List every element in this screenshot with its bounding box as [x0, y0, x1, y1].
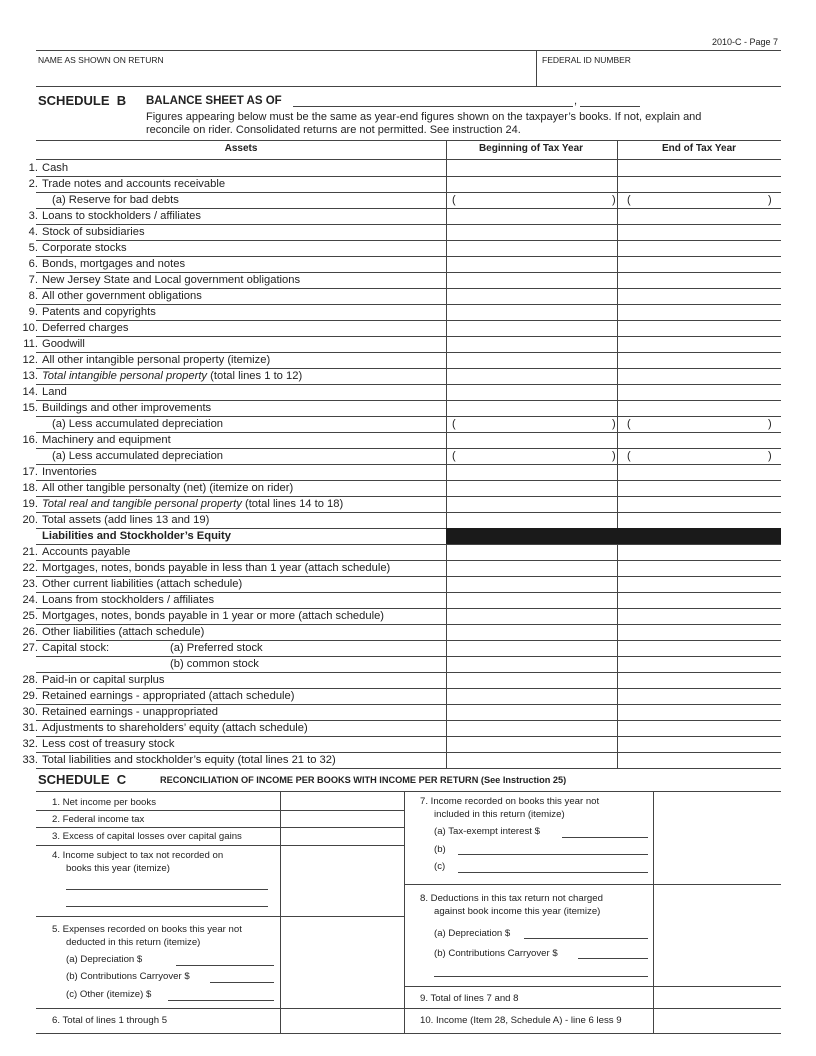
amount-field-begin[interactable] — [448, 433, 615, 447]
row-text: Less cost of treasury stock — [42, 738, 175, 750]
c-left-rule-3 — [36, 845, 404, 846]
c-line-10: 10. Income (Item 28, Schedule A) - line 6 less 9 — [420, 1015, 622, 1026]
c-line-7-c: (c) — [434, 861, 446, 872]
row-rule — [36, 768, 781, 769]
row-label — [16, 529, 231, 543]
c-line-5-other: (c) Other (itemize) $ — [66, 989, 152, 1000]
row-label — [16, 305, 156, 319]
row-text: Stock of subsidiaries — [42, 226, 145, 238]
row-label — [16, 753, 336, 767]
row-label — [16, 385, 67, 399]
amount-field-begin[interactable] — [448, 465, 615, 479]
c-line-4-field-1[interactable] — [66, 889, 268, 890]
amount-field-end[interactable] — [619, 673, 779, 687]
amount-field-begin[interactable] — [448, 273, 615, 287]
row-number: 33. — [22, 754, 38, 766]
amount-field-end[interactable] — [619, 385, 779, 399]
row-label — [16, 673, 165, 687]
amount-field-end[interactable] — [619, 577, 779, 591]
balance-date-field[interactable] — [293, 106, 573, 107]
amount-field-end[interactable] — [619, 513, 779, 527]
col-assets: Assets — [224, 143, 258, 154]
row-label — [16, 449, 223, 463]
amount-field-begin[interactable] — [448, 449, 615, 463]
row-text: Buildings and other improvements — [42, 402, 212, 414]
c-line-8-contrib: (b) Contributions Carryover $ — [434, 948, 558, 959]
row-text: (a) Less accumulated depreciation — [52, 418, 224, 430]
row-text: Goodwill — [42, 338, 85, 350]
row-label — [16, 625, 204, 639]
row-text: All other government obligations — [42, 290, 202, 302]
row-label — [16, 161, 68, 175]
amount-field-begin[interactable] — [448, 209, 615, 223]
amount-field-begin[interactable] — [448, 321, 615, 335]
row-text: Total assets (add lines 13 and 19) — [42, 514, 210, 526]
row-number: 14. — [22, 386, 38, 398]
c-line-5-dep: (a) Depreciation $ — [66, 954, 143, 965]
schedule-c-title: SCHEDULE C — [38, 772, 127, 787]
row-number: 26. — [22, 626, 38, 638]
amount-field-end[interactable] — [619, 401, 779, 415]
amount-field-begin[interactable] — [448, 673, 615, 687]
paren-open: ( — [452, 418, 456, 430]
amount-field-begin[interactable] — [448, 545, 615, 559]
amount-field-begin[interactable] — [448, 481, 615, 495]
row-label — [16, 257, 185, 271]
row-label — [16, 593, 214, 607]
row-text: Mortgages, notes, bonds payable in less than 1 year (attach schedule) — [42, 562, 391, 574]
row-number: 20. — [22, 514, 38, 526]
c-bottom-rule — [36, 1033, 781, 1034]
header-row-rule — [36, 159, 781, 160]
name-field[interactable] — [38, 66, 532, 84]
c-line-8-dep: (a) Depreciation $ — [434, 928, 511, 939]
row-number: 21. — [22, 546, 38, 558]
amount-field-begin[interactable] — [448, 657, 615, 671]
paren-close: ) — [612, 450, 616, 462]
row-number: 16. — [22, 434, 38, 446]
c-line-7-b-field[interactable] — [458, 854, 648, 855]
amount-field-begin[interactable] — [448, 593, 615, 607]
name-label: NAME AS SHOWN ON RETURN — [38, 55, 164, 65]
row-label — [16, 177, 225, 191]
row-label — [16, 497, 343, 511]
row-text: Patents and copyrights — [42, 306, 156, 318]
row-text: Mortgages, notes, bonds payable in 1 year or more (attach schedule) — [42, 610, 385, 622]
c-line-5-contrib: (b) Contributions Carryover $ — [66, 971, 190, 982]
c-line-4b: books this year (itemize) — [66, 863, 170, 874]
schedule-b-subtitle: BALANCE SHEET AS OF — [146, 95, 282, 107]
amount-field-begin[interactable] — [448, 337, 615, 351]
row-number: 15. — [22, 402, 38, 414]
row-number: 27. — [22, 642, 38, 654]
row-label — [16, 545, 130, 559]
sched-c-center-div — [404, 791, 405, 1033]
row-text: (a) Reserve for bad debts — [52, 194, 179, 206]
row-label — [16, 721, 308, 735]
row-text: Capital stock: — [42, 642, 110, 654]
row-number: 19. — [22, 498, 38, 510]
amount-field-end[interactable] — [619, 449, 779, 463]
row-number: 8. — [28, 290, 38, 302]
amount-field-end[interactable] — [619, 753, 779, 767]
c-right-rule-2 — [404, 986, 781, 987]
amount-field-end[interactable] — [619, 481, 779, 495]
amount-field-end[interactable] — [619, 161, 779, 175]
c-left-rule-1 — [36, 810, 404, 811]
row-number: 4. — [28, 226, 38, 238]
row-text: Liabilities and Stockholder’s Equity — [42, 530, 231, 542]
paren-open: ( — [627, 450, 631, 462]
amount-field-end[interactable] — [619, 465, 779, 479]
c-left-rule-5 — [36, 1008, 404, 1009]
c-line-8b: against book income this year (itemize) — [434, 906, 601, 917]
sched-c-top-rule — [36, 791, 781, 792]
schedule-b-title: SCHEDULE B — [38, 93, 127, 108]
amount-field-begin[interactable] — [448, 577, 615, 591]
amount-field-begin[interactable] — [448, 513, 615, 527]
row-number: 9. — [28, 306, 38, 318]
paren-close: ) — [612, 418, 616, 430]
row-label — [16, 321, 128, 335]
col-begin: Beginning of Tax Year — [478, 143, 584, 154]
amount-field-end[interactable] — [619, 193, 779, 207]
row-label — [16, 481, 293, 495]
row-text: (a) Less accumulated depreciation — [52, 450, 224, 462]
row-text: Paid-in or capital surplus — [42, 674, 165, 686]
c-line-5-contrib-field[interactable] — [210, 982, 274, 983]
row-label — [16, 289, 202, 303]
row-text: Cash — [42, 162, 69, 174]
row-text: Retained earnings - appropriated (attach schedule) — [42, 690, 295, 702]
amount-field-begin[interactable] — [448, 225, 615, 239]
header-divider — [536, 50, 537, 86]
c-line-9: 9. Total of lines 7 and 8 — [420, 993, 519, 1004]
amount-field-begin[interactable] — [448, 401, 615, 415]
amount-field-end[interactable] — [619, 417, 779, 431]
row-text: New Jersey State and Local government obligations — [42, 274, 301, 286]
row-label — [16, 513, 209, 527]
row-label — [16, 401, 211, 415]
row-label — [16, 241, 127, 255]
row-label — [16, 369, 302, 383]
row-number: 13. — [22, 370, 38, 382]
amount-field-begin[interactable] — [448, 305, 615, 319]
schedule-b-note-2: reconcile on rider. Consolidated returns are not permitted. See instruction 24. — [146, 124, 521, 136]
row-text: Other current liabilities (attach schedule) — [42, 578, 243, 590]
header-bottom-rule — [36, 86, 781, 87]
amount-field-begin[interactable] — [448, 193, 615, 207]
row-number: 28. — [22, 674, 38, 686]
amount-field-begin[interactable] — [448, 753, 615, 767]
amount-field-begin[interactable] — [448, 737, 615, 751]
amount-field-end[interactable] — [619, 433, 779, 447]
row-text: (total lines 1 to 12) — [207, 370, 303, 382]
row-label — [16, 577, 242, 591]
row-number: 3. — [28, 210, 38, 222]
row-subtext: (a) Preferred stock — [170, 642, 263, 654]
amount-field-begin[interactable] — [448, 385, 615, 399]
row-label — [16, 641, 263, 655]
row-number: 31. — [22, 722, 38, 734]
row-number: 7. — [28, 274, 38, 286]
schedule-b-note-1: Figures appearing below must be the same as year-end figures shown on the taxpayer’s books. If not, explain and — [146, 111, 702, 123]
amount-field-end[interactable] — [619, 369, 779, 383]
row-number: 12. — [22, 354, 38, 366]
amount-field-begin[interactable] — [448, 289, 615, 303]
balance-date-comma: , — [574, 95, 578, 107]
row-label — [16, 689, 295, 703]
liabilities-shaded-cell — [446, 528, 781, 544]
amount-field-begin[interactable] — [448, 161, 615, 175]
row-text: Accounts payable — [42, 546, 131, 558]
amount-field-end[interactable] — [619, 593, 779, 607]
row-text: Land — [42, 386, 67, 398]
row-label — [16, 465, 97, 479]
c-line-8-dep-field[interactable] — [524, 938, 648, 939]
paren-open: ( — [627, 418, 631, 430]
amount-field-begin[interactable] — [448, 689, 615, 703]
fedid-label: FEDERAL ID NUMBER — [542, 55, 631, 65]
amount-field-end[interactable] — [619, 209, 779, 223]
c-line-7-b: (b) — [434, 844, 446, 855]
c-line-1: 1. Net income per books — [52, 797, 156, 808]
row-text: Loans from stockholders / affiliates — [42, 594, 215, 606]
row-number: 25. — [22, 610, 38, 622]
row-number: 23. — [22, 578, 38, 590]
amount-field-end[interactable] — [619, 177, 779, 191]
c-line-7-c-field[interactable] — [458, 872, 648, 873]
amount-field-end[interactable] — [619, 353, 779, 367]
row-number: 11. — [23, 338, 38, 350]
row-text: Inventories — [42, 466, 97, 478]
row-text: (total lines 14 to 18) — [241, 498, 344, 510]
amount-field-begin[interactable] — [448, 561, 615, 575]
table-top-rule — [36, 140, 781, 141]
c-left-rule-2 — [36, 827, 404, 828]
c-line-2: 2. Federal income tax — [52, 814, 145, 825]
amount-field-end[interactable] — [619, 657, 779, 671]
row-label — [16, 337, 85, 351]
row-label — [16, 433, 171, 447]
row-text: Trade notes and accounts receivable — [42, 178, 226, 190]
row-text: All other tangible personalty (net) (itemize on rider) — [42, 482, 294, 494]
fedid-field[interactable] — [540, 66, 780, 84]
amount-field-end[interactable] — [619, 561, 779, 575]
c-left-rule-4 — [36, 916, 404, 917]
amount-field-begin[interactable] — [448, 353, 615, 367]
row-label — [16, 417, 223, 431]
row-subtext: (b) common stock — [170, 658, 259, 670]
amount-field-end[interactable] — [619, 689, 779, 703]
row-text: Retained earnings - unappropriated — [42, 706, 219, 718]
amount-field-begin[interactable] — [448, 705, 615, 719]
amount-field-begin[interactable] — [448, 641, 615, 655]
amount-field-begin[interactable] — [448, 417, 615, 431]
row-label — [16, 353, 270, 367]
amount-field-end[interactable] — [619, 289, 779, 303]
c-line-7b: included in this return (itemize) — [434, 809, 565, 820]
paren-open: ( — [627, 194, 631, 206]
amount-field-end[interactable] — [619, 641, 779, 655]
sched-c-right-amount-div — [653, 791, 654, 1033]
row-label — [16, 657, 259, 671]
amount-field-end[interactable] — [619, 257, 779, 271]
row-number: 18. — [22, 482, 38, 494]
amount-field-begin[interactable] — [448, 241, 615, 255]
header-top-rule — [36, 50, 781, 51]
row-text: Adjustments to shareholders’ equity (attach schedule) — [42, 722, 308, 734]
amount-field-begin[interactable] — [448, 721, 615, 735]
amount-field-begin[interactable] — [448, 497, 615, 511]
c-line-5-other-field[interactable] — [168, 1000, 274, 1001]
amount-field-end[interactable] — [619, 337, 779, 351]
amount-field-end[interactable] — [619, 609, 779, 623]
row-number: 32. — [22, 738, 38, 750]
paren-open: ( — [452, 450, 456, 462]
paren-close: ) — [768, 450, 772, 462]
col-divider-2 — [617, 140, 618, 768]
row-text: Bonds, mortgages and notes — [42, 258, 186, 270]
amount-field-end[interactable] — [619, 705, 779, 719]
paren-close: ) — [612, 194, 616, 206]
amount-field-begin[interactable] — [448, 625, 615, 639]
row-number: 17. — [22, 466, 38, 478]
row-number: 2. — [28, 178, 38, 190]
row-number: 29. — [22, 690, 38, 702]
row-label — [16, 225, 145, 239]
amount-field-end[interactable] — [619, 273, 779, 287]
amount-field-end[interactable] — [619, 225, 779, 239]
c-line-8a: 8. Deductions in this tax return not charged — [420, 893, 603, 904]
balance-year-field[interactable] — [580, 106, 640, 107]
amount-field-end[interactable] — [619, 321, 779, 335]
c-line-3: 3. Excess of capital losses over capital gains — [52, 831, 242, 842]
col-divider-1 — [446, 140, 447, 768]
c-line-5-dep-field[interactable] — [176, 965, 274, 966]
row-number: 5. — [28, 242, 38, 254]
schedule-c-subtitle: RECONCILIATION OF INCOME PER BOOKS WITH INCOME PER RETURN (See Instruction 25) — [160, 775, 567, 785]
amount-field-begin[interactable] — [448, 177, 615, 191]
row-number: 22. — [22, 562, 38, 574]
c-line-8-contrib-field[interactable] — [578, 958, 648, 959]
amount-field-end[interactable] — [619, 737, 779, 751]
amount-field-begin[interactable] — [448, 609, 615, 623]
row-label — [16, 609, 384, 623]
amount-field-end[interactable] — [619, 545, 779, 559]
c-line-5a: 5. Expenses recorded on books this year not — [52, 924, 242, 935]
c-line-7a: 7. Income recorded on books this year not — [420, 796, 600, 807]
row-number: 24. — [22, 594, 38, 606]
row-label — [16, 273, 300, 287]
row-number: 10. — [22, 322, 38, 334]
c-line-7-tax-field[interactable] — [562, 837, 648, 838]
row-text: All other intangible personal property (itemize) — [42, 354, 271, 366]
c-line-7-tax: (a) Tax-exempt interest $ — [434, 826, 540, 837]
row-number: 1. — [28, 162, 38, 174]
amount-field-end[interactable] — [619, 625, 779, 639]
c-line-4-field-2[interactable] — [66, 906, 268, 907]
amount-field-end[interactable] — [619, 497, 779, 511]
amount-field-begin[interactable] — [448, 257, 615, 271]
row-text-italic: Total intangible personal property — [42, 370, 208, 382]
c-line-4a: 4. Income subject to tax not recorded on — [52, 850, 224, 861]
row-text: Total liabilities and stockholder’s equity (total lines 21 to 32) — [42, 754, 336, 766]
c-line-6: 6. Total of lines 1 through 5 — [52, 1015, 168, 1026]
c-line-8-extra-field[interactable] — [434, 976, 648, 977]
paren-close: ) — [768, 418, 772, 430]
row-text: Other liabilities (attach schedule) — [42, 626, 205, 638]
amount-field-begin[interactable] — [448, 369, 615, 383]
row-text: Loans to stockholders / affiliates — [42, 210, 201, 222]
c-right-rule-3 — [404, 1008, 781, 1009]
amount-field-end[interactable] — [619, 241, 779, 255]
row-label — [16, 209, 201, 223]
paren-close: ) — [768, 194, 772, 206]
page-number: 2010-C - Page 7 — [711, 37, 778, 47]
c-right-rule-1 — [404, 884, 781, 885]
row-label — [16, 193, 179, 207]
col-end: End of Tax Year — [661, 143, 737, 154]
row-label — [16, 561, 390, 575]
row-number: 30. — [22, 706, 38, 718]
c-line-5b: deducted in this return (itemize) — [66, 937, 201, 948]
row-number: 6. — [28, 258, 38, 270]
row-text-italic: Total real and tangible personal property — [42, 498, 242, 510]
amount-field-end[interactable] — [619, 305, 779, 319]
row-label — [16, 705, 218, 719]
paren-open: ( — [452, 194, 456, 206]
row-label — [16, 737, 174, 751]
row-text: Corporate stocks — [42, 242, 127, 254]
amount-field-end[interactable] — [619, 721, 779, 735]
row-text: Deferred charges — [42, 322, 129, 334]
row-text: Machinery and equipment — [42, 434, 171, 446]
